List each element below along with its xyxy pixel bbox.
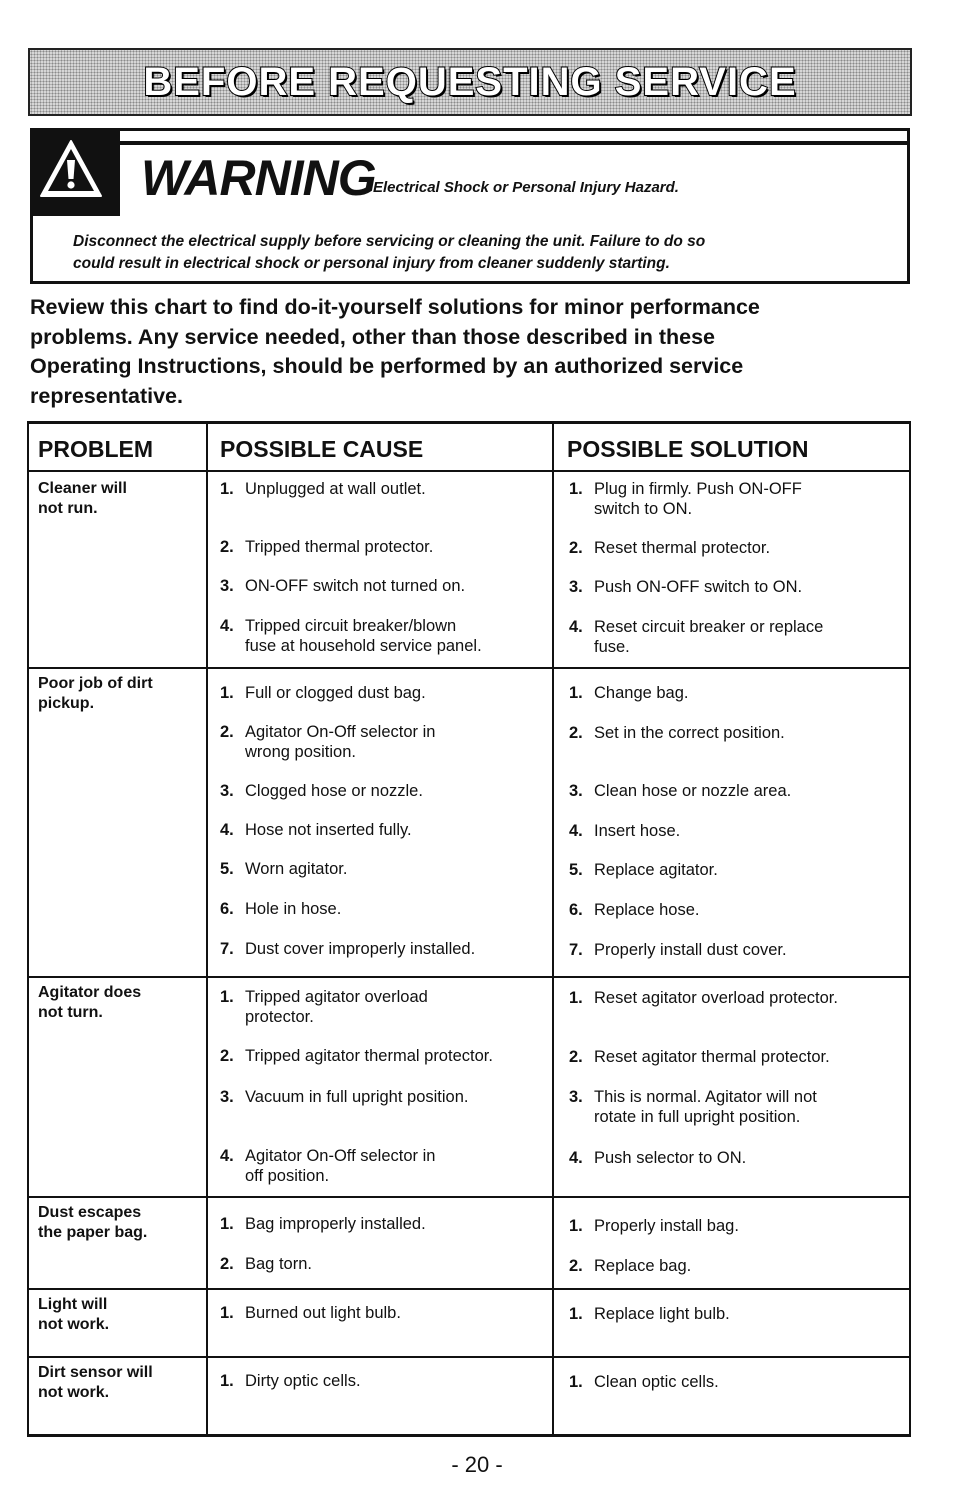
problem-line: Dust escapes (38, 1204, 142, 1221)
solution-item-line: fuse. (594, 638, 630, 656)
header-problem: PROBLEM (38, 436, 153, 462)
warning-box (30, 128, 910, 284)
solution-item-number: 4. (569, 822, 583, 840)
cause-item-line: Tripped agitator thermal protector. (245, 1047, 493, 1065)
solution-item-text (594, 577, 802, 597)
cause-item-text (245, 820, 412, 840)
warning-triangle-icon (39, 138, 103, 200)
problem-line: Agitator does (38, 984, 142, 1001)
solution-item-text (594, 479, 802, 519)
cause-item-number: 7. (220, 940, 234, 958)
cause-item-line: wrong position. (245, 743, 356, 761)
solution-item-number: 1. (569, 480, 583, 498)
cause-item-text (245, 1046, 493, 1066)
cause-item-number: 1. (220, 1372, 234, 1390)
cause-item-number: 3. (220, 782, 234, 800)
intro-paragraph (30, 293, 910, 411)
row-divider (29, 1196, 909, 1198)
column-divider (206, 424, 208, 1434)
cause-item-line: Agitator On-Off selector in (245, 723, 436, 741)
solution-item-line: Properly install bag. (594, 1217, 739, 1235)
warning-body (73, 231, 893, 275)
cause-item-line: Agitator On-Off selector in (245, 1147, 436, 1165)
warning-body-line: could result in electrical shock or personal injury from cleaner suddenly starting. (73, 255, 670, 272)
solution-item-line: Reset thermal protector. (594, 539, 771, 557)
solution-item-text (594, 617, 823, 657)
solution-item-line: Insert hose. (594, 822, 681, 840)
intro-line: representative. (30, 383, 183, 408)
cause-item-text (245, 987, 428, 1027)
solution-item-line: Replace light bulb. (594, 1305, 730, 1323)
solution-item-line: Set in the correct position. (594, 724, 785, 742)
problem-line: pickup. (38, 695, 95, 712)
solution-item-text (594, 1256, 691, 1276)
solution-item-number: 1. (569, 1217, 583, 1235)
problem-line: the paper bag. (38, 1224, 148, 1241)
solution-item-number: 4. (569, 1149, 583, 1167)
cause-item-text (245, 1371, 361, 1391)
warning-hazard-text: Electrical Shock or Personal Injury Hazard. (373, 179, 679, 196)
solution-item-number: 2. (569, 724, 583, 742)
cause-item-line: Dust cover improperly installed. (245, 940, 476, 958)
problem-cell (38, 1203, 208, 1243)
problem-line: Cleaner will (38, 480, 127, 497)
cause-item-line: Hole in hose. (245, 900, 342, 918)
solution-item-text (594, 683, 689, 703)
solution-item-number: 1. (569, 684, 583, 702)
solution-item-text (594, 860, 718, 880)
cause-item-text (245, 781, 423, 801)
cause-item-line: Tripped circuit breaker/blown (245, 617, 457, 635)
solution-item-number: 7. (569, 941, 583, 959)
cause-item-line: Worn agitator. (245, 860, 348, 878)
cause-item-number: 3. (220, 1088, 234, 1106)
problem-cell (38, 674, 208, 714)
solution-item-number: 6. (569, 901, 583, 919)
cause-item-line: Burned out light bulb. (245, 1304, 401, 1322)
cause-item-text (245, 899, 341, 919)
solution-item-number: 3. (569, 578, 583, 596)
problem-line: not work. (38, 1384, 110, 1401)
solution-item-text (594, 723, 785, 743)
cause-item-line: Tripped thermal protector. (245, 538, 434, 556)
solution-item-number: 5. (569, 861, 583, 879)
solution-item-number: 2. (569, 1257, 583, 1275)
cause-item-number: 4. (220, 617, 234, 635)
problem-cell (38, 1295, 208, 1335)
cause-item-line: Unplugged at wall outlet. (245, 480, 426, 498)
cause-item-number: 4. (220, 821, 234, 839)
cause-item-number: 2. (220, 1047, 234, 1065)
solution-item-line: Replace bag. (594, 1257, 692, 1275)
row-divider (29, 976, 909, 978)
title-banner (28, 48, 912, 116)
solution-item-text (594, 1148, 746, 1168)
cause-item-number: 2. (220, 1255, 234, 1273)
cause-item-text (245, 939, 475, 959)
cause-item-line: protector. (245, 1008, 314, 1026)
row-divider (29, 667, 909, 669)
cause-item-number: 1. (220, 988, 234, 1006)
solution-item-line: Plug in firmly. Push ON-OFF (594, 480, 802, 498)
problem-line: Light will (38, 1296, 108, 1313)
cause-item-number: 2. (220, 723, 234, 741)
problem-line: Dirt sensor will (38, 1364, 153, 1381)
cause-item-text (245, 1214, 426, 1234)
solution-item-number: 3. (569, 1088, 583, 1106)
cause-item-line: Full or clogged dust bag. (245, 684, 426, 702)
cause-item-text (245, 722, 435, 762)
cause-item-text (245, 1087, 468, 1107)
solution-item-number: 1. (569, 1373, 583, 1391)
solution-item-line: Push selector to ON. (594, 1149, 747, 1167)
problem-line: Poor job of dirt (38, 675, 153, 692)
cause-item-text (245, 1303, 401, 1323)
solution-item-text (594, 940, 787, 960)
cause-item-line: Bag torn. (245, 1255, 312, 1273)
solution-item-number: 1. (569, 989, 583, 1007)
cause-item-line: ON-OFF switch not turned on. (245, 577, 466, 595)
solution-item-text (594, 988, 838, 1008)
cause-item-number: 4. (220, 1147, 234, 1165)
solution-item-line: Replace agitator. (594, 861, 718, 879)
solution-item-line: Clean hose or nozzle area. (594, 782, 792, 800)
cause-item-number: 1. (220, 480, 234, 498)
solution-item-line: Properly install dust cover. (594, 941, 787, 959)
warning-rule (117, 141, 910, 145)
solution-item-line: Reset agitator overload protector. (594, 989, 838, 1007)
intro-line: problems. Any service needed, other than those described in these (30, 324, 716, 349)
cause-item-number: 3. (220, 577, 234, 595)
header-possible-cause: POSSIBLE CAUSE (220, 436, 424, 462)
warning-heading: WARNING (141, 150, 376, 206)
cause-item-line: off position. (245, 1167, 330, 1185)
header-divider (29, 470, 909, 472)
solution-item-number: 4. (569, 618, 583, 636)
solution-item-line: Push ON-OFF switch to ON. (594, 578, 803, 596)
cause-item-line: Hose not inserted fully. (245, 821, 412, 839)
cause-item-line: Vacuum in full upright position. (245, 1088, 469, 1106)
row-divider (29, 1288, 909, 1290)
cause-item-text (245, 616, 482, 656)
row-divider (29, 1356, 909, 1358)
solution-item-line: Reset agitator thermal protector. (594, 1048, 830, 1066)
solution-item-text (594, 1304, 730, 1324)
cause-item-number: 2. (220, 538, 234, 556)
cause-item-text (245, 537, 433, 557)
solution-item-text (594, 1216, 739, 1236)
header-possible-solution: POSSIBLE SOLUTION (567, 436, 809, 462)
solution-item-line: rotate in full upright position. (594, 1108, 801, 1126)
cause-item-line: Bag improperly installed. (245, 1215, 426, 1233)
problem-line: not turn. (38, 1004, 103, 1021)
problem-cell (38, 983, 208, 1023)
solution-item-line: Change bag. (594, 684, 689, 702)
page-number: - 20 - (451, 1452, 503, 1477)
solution-item-line: Reset circuit breaker or replace (594, 618, 824, 636)
solution-item-text (594, 1087, 817, 1127)
intro-line: Review this chart to find do-it-yourself solutions for minor performance (30, 295, 760, 319)
cause-item-text (245, 1254, 312, 1274)
cause-item-number: 1. (220, 1304, 234, 1322)
solution-item-line: This is normal. Agitator will not (594, 1088, 817, 1106)
solution-item-line: switch to ON. (594, 500, 693, 518)
warning-icon-block (30, 128, 120, 216)
intro-line: Operating Instructions, should be performed by an authorized service (30, 354, 744, 378)
warning-body-line: Disconnect the electrical supply before servicing or cleaning the unit. Failure to do so (73, 233, 706, 250)
solution-item-line: Replace hose. (594, 901, 700, 919)
column-divider (552, 424, 554, 1434)
cause-item-text (245, 576, 465, 596)
cause-item-number: 1. (220, 1215, 234, 1233)
cause-item-text (245, 683, 426, 703)
solution-item-number: 1. (569, 1305, 583, 1323)
problem-line: not run. (38, 500, 98, 517)
solution-item-line: Clean optic cells. (594, 1373, 719, 1391)
troubleshooting-table (27, 421, 911, 1437)
solution-item-text (594, 538, 770, 558)
problem-cell (38, 1363, 208, 1403)
solution-item-number: 2. (569, 539, 583, 557)
cause-item-text (245, 859, 347, 879)
cause-item-line: Clogged hose or nozzle. (245, 782, 423, 800)
cause-item-text (245, 1146, 435, 1186)
cause-item-number: 1. (220, 684, 234, 702)
cause-item-line: fuse at household service panel. (245, 637, 482, 655)
solution-item-number: 2. (569, 1048, 583, 1066)
solution-item-text (594, 1047, 830, 1067)
problem-line: not work. (38, 1316, 110, 1333)
cause-item-number: 6. (220, 900, 234, 918)
solution-item-text (594, 1372, 719, 1392)
cause-item-line: Dirty optic cells. (245, 1372, 361, 1390)
cause-item-line: Tripped agitator overload (245, 988, 428, 1006)
solution-item-number: 3. (569, 782, 583, 800)
cause-item-text (245, 479, 426, 499)
problem-cell (38, 479, 208, 519)
solution-item-text (594, 781, 791, 801)
page-title: BEFORE REQUESTING SERVICE (143, 59, 797, 104)
cause-item-number: 5. (220, 860, 234, 878)
solution-item-text (594, 821, 680, 841)
solution-item-text (594, 900, 700, 920)
